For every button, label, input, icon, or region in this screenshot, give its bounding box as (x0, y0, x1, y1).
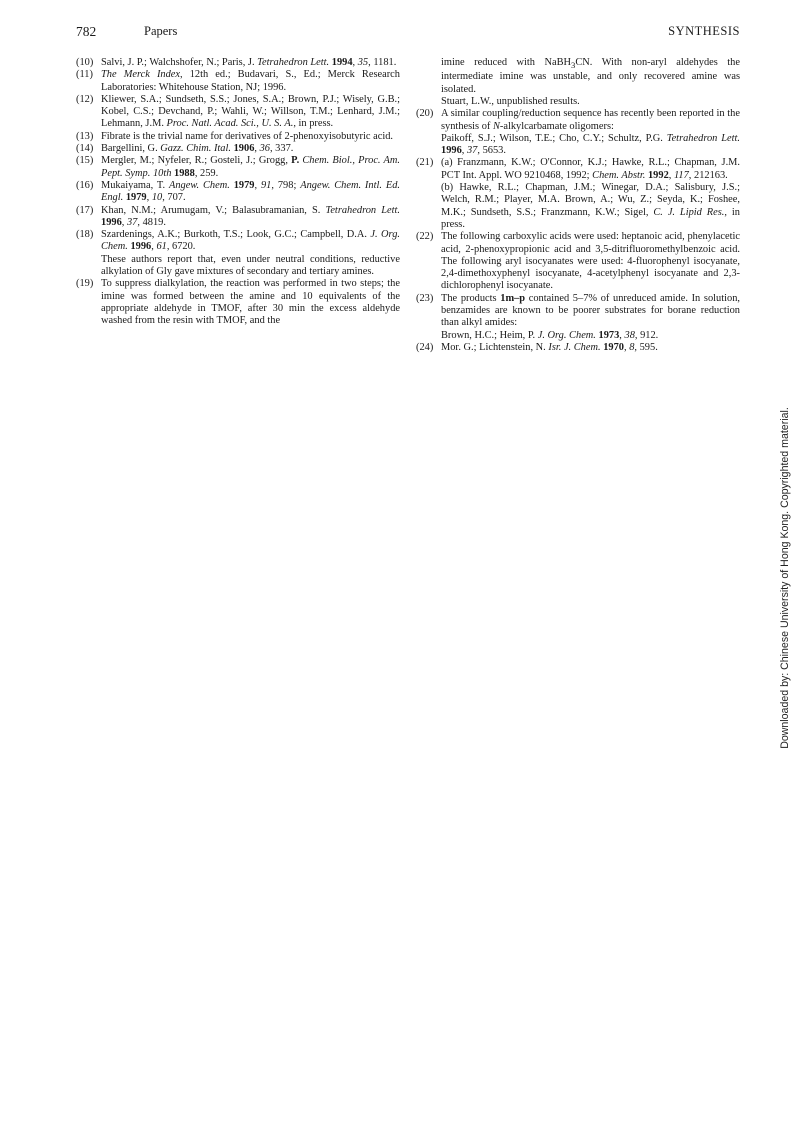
reference-text (101, 180, 400, 205)
text-run: Stuart, L.W., unpublished results. (441, 95, 580, 107)
text-run: 8 (629, 341, 635, 353)
text-run: , 595. (634, 341, 658, 353)
reference-item (416, 342, 740, 354)
text-run: Salvi, J. P.; Walchshofer, N.; Paris, J. (101, 57, 258, 68)
reference-number: (13) (76, 130, 94, 142)
text-run: Bargellini, G. (101, 143, 161, 155)
reference-item (76, 205, 400, 230)
text-run: , (461, 145, 467, 157)
reference-text (101, 69, 400, 94)
reference-text (441, 293, 740, 330)
reference-text (441, 330, 740, 342)
text-run: , 5653. (477, 145, 506, 157)
text-run: , 259. (194, 167, 219, 179)
reference-number: (11) (76, 69, 93, 81)
text-run: 1973 (598, 329, 620, 341)
text-run: Khan, N.M.; Arumugam, V.; Balasubramanian, S. (101, 204, 326, 216)
references-right-column (416, 57, 740, 354)
text-run: , 1181. (368, 57, 397, 68)
reference-item (76, 229, 400, 278)
text-run: Fibrate is the trivial name for derivatives of 2-phenoxyisobutyric acid. (101, 130, 394, 142)
reference-number: (24) (416, 341, 434, 353)
reference-number: (16) (76, 179, 94, 191)
text-run: Proc. Natl. Acad. Sci., U. S. A. (166, 118, 294, 130)
text-run: A similar coupling/reduction sequence has recently been reported in the synthesis of (441, 108, 740, 132)
text-run: 1979 (125, 192, 147, 204)
page-number: 782 (76, 24, 97, 39)
reference-number: (14) (76, 143, 94, 155)
text-run: 35 (357, 57, 369, 68)
text-run: 61 (156, 241, 167, 253)
download-notice (779, 388, 791, 768)
text-run: , 707. (162, 192, 186, 204)
reference-text (101, 131, 400, 143)
text-run: 1994 (331, 57, 353, 68)
reference-text (441, 182, 740, 231)
reference-item (76, 155, 400, 180)
reference-number: (20) (416, 108, 434, 120)
reference-text (101, 229, 400, 254)
text-run: 1996 (101, 216, 122, 228)
text-run: Tetrahedron Lett. (257, 57, 330, 68)
text-run: 37 (126, 216, 138, 228)
text-run: Paikoff, S.J.; Wilson, T.E.; Cho, C.Y.; Schultz, P.G. (441, 132, 667, 144)
text-run: , 6720. (166, 241, 196, 253)
reference-text (101, 143, 400, 155)
reference-item (416, 108, 740, 157)
reference-item (76, 143, 400, 155)
text-run: , 912. (634, 329, 659, 341)
reference-text (101, 94, 400, 131)
text-run: imine reduced with NaBH (441, 57, 572, 68)
reference-text (441, 57, 740, 96)
text-run: 10 (151, 192, 163, 204)
reference-text (441, 133, 740, 158)
text-run: , in press. (441, 206, 740, 230)
text-run: Brown, H.C.; Heim, P. (441, 329, 538, 341)
text-run: -alkylcarbamate oligomers: (499, 120, 614, 132)
reference-text (101, 155, 400, 180)
text-run: Kliewer, S.A.; Sundseth, S.S.; Jones, S.A.; Brown, P.J.; Wisely, G.B.; Kobel, C.S.; Devchand, P.; Wahli, W.; Willson, T.M.; Lenhard, J.M.; Lehmann, J.M. (101, 93, 400, 130)
text-run: Tetrahedron Lett. (325, 204, 400, 216)
reference-text (101, 254, 400, 279)
reference-item (76, 278, 400, 327)
reference-item (76, 131, 400, 143)
reference-text (101, 205, 400, 230)
text-run: Mukaiyama, T. (101, 179, 169, 191)
text-run: 1979 (233, 179, 255, 191)
text-run: Isr. J. Chem. (548, 341, 601, 353)
text-run: 1906 (233, 143, 255, 155)
reference-text (441, 342, 740, 354)
reference-number: (19) (76, 278, 94, 290)
text-run: , 337. (269, 143, 294, 155)
text-run: , in press. (293, 118, 334, 130)
text-run: , (254, 143, 260, 155)
text-run: , (254, 179, 261, 191)
reference-item (416, 157, 740, 231)
text-run: J. Org. Chem. (537, 329, 596, 341)
text-run: 117 (673, 169, 689, 181)
section-label: Papers (144, 24, 178, 38)
text-run: The Merck Index (101, 69, 181, 81)
reference-number: (17) (76, 204, 94, 216)
text-run: 37 (466, 145, 478, 157)
reference-text (441, 157, 740, 182)
text-run: , (668, 169, 674, 181)
text-run: 36 (259, 143, 270, 155)
reference-number: (23) (416, 292, 434, 304)
text-run: 1970 (603, 341, 624, 353)
text-run: These authors report that, even under neutral conditions, reductive alkylation of Gly gave mixtures of secondary and tertiary amines. (101, 253, 400, 278)
text-run: P. (291, 155, 300, 167)
reference-item (76, 69, 400, 94)
page-header (76, 24, 740, 44)
text-run: Tetrahedron Lett. (666, 132, 740, 144)
text-run: 1988 (174, 167, 195, 179)
reference-number: (22) (416, 231, 434, 243)
reference-item (76, 57, 400, 69)
text-run: C. J. Lipid Res. (653, 206, 725, 218)
text-run: The products (441, 292, 501, 304)
references-left-column (76, 57, 400, 328)
text-run: CN. With non-aryl aldehydes the intermediate imine was unstable, and only recovered amine was isolated. (441, 57, 740, 95)
text-run: , 12th ed.; Budavari, S., Ed.; Merck Research Laboratories: Whitehouse Station, NJ; 1996. (101, 69, 400, 93)
reference-text (441, 231, 740, 292)
text-run: , 798; (271, 179, 301, 191)
reference-number: (12) (76, 93, 94, 105)
reference-item (76, 94, 400, 131)
journal-name: SYNTHESIS (668, 24, 740, 38)
reference-item (416, 293, 740, 342)
text-run: Szardenings, A.K.; Burkoth, T.S.; Look, G.C.; Campbell, D.A. (101, 229, 371, 241)
text-run: , (121, 216, 127, 228)
reference-item (416, 57, 740, 108)
text-run: The following carboxylic acids were used: heptanoic acid, phenylacetic acid, 2-phenoxypropionic acid and 3,5-ditrifluoromethylbenzoic acid. The following aryl isocyanates were used: 4-fluorophenyl isocyanate, 2,4-dimethoxyphenyl isocyanate, 4-acetylphenyl isocyanate and 2,3-dichlorophenyl isocyanate. (441, 231, 740, 292)
text-run: Chem. Biol., Proc. Am. Pept. Symp. 10th (101, 155, 400, 179)
text-run: , (146, 192, 152, 204)
text-run: Angew. Chem. Intl. Ed. Engl. (101, 179, 400, 204)
text-run: , 4819. (137, 216, 166, 228)
text-run: Gazz. Chim. Ital. (160, 143, 231, 155)
text-run: , (151, 241, 157, 253)
reference-number: (18) (76, 229, 94, 241)
text-run: To suppress dialkylation, the reaction was performed in two steps; the imine was formed between the amine and 10 equivalents of the appropriate aldehyde in TMOF, after 30 min the excess aldehyde washed from the resin with TMOF, and the (101, 278, 400, 327)
text-run: , 212163. (688, 169, 728, 181)
text-run: 1996 (441, 145, 462, 157)
text-run: (a) Franzmann, K.W.; O'Connor, K.J.; Hawke, R.L.; Chapman, J.M. PCT Int. Appl. WO 9210468, 1992; (441, 157, 740, 181)
text-run: 1m–p (500, 292, 526, 304)
text-run: Mergler, M.; Nyfeler, R.; Gosteli, J.; Grogg, (101, 155, 292, 167)
reference-number: (21) (416, 157, 434, 169)
text-run: Mor. G.; Lichtenstein, N. (441, 341, 549, 353)
text-run: 1996 (130, 241, 152, 253)
download-notice-text: Downloaded by: Chinese University of Hong Kong. Copyrighted material. (779, 407, 791, 749)
text-run: contained 5–7% of unreduced amide. In solution, benzamides are known to be poorer substrates for borane reduction than alkyl amides: (441, 292, 740, 329)
reference-text (101, 57, 400, 69)
reference-text (101, 278, 400, 327)
text-run: , (352, 57, 358, 68)
text-run: 38 (624, 329, 635, 341)
reference-item (416, 231, 740, 292)
text-run: (b) Hawke, R.L.; Chapman, J.M.; Winegar, D.A.; Salisbury, J.S.; Welch, R.M.; Player, M.A. Brown, A.; Wu, Z.; Seyda, K.; Foshee, M.K.; Sundseth, S.S.; Franzmann, K.W.; Sigel, (441, 182, 740, 218)
text-run: J. Org. Chem. (101, 229, 400, 253)
reference-text (441, 108, 740, 133)
text-run: 91 (260, 179, 272, 191)
text-run: , (624, 341, 630, 353)
text-run: Chem. Abstr. (592, 169, 646, 181)
text-run: 3 (571, 60, 576, 71)
text-run: N (492, 120, 500, 132)
reference-number: (10) (76, 57, 94, 68)
text-run: 1992 (647, 169, 669, 181)
reference-item (76, 180, 400, 205)
text-run: Angew. Chem. (168, 179, 230, 191)
reference-number: (15) (76, 155, 94, 167)
reference-text (441, 96, 740, 108)
text-run: , (619, 329, 625, 341)
